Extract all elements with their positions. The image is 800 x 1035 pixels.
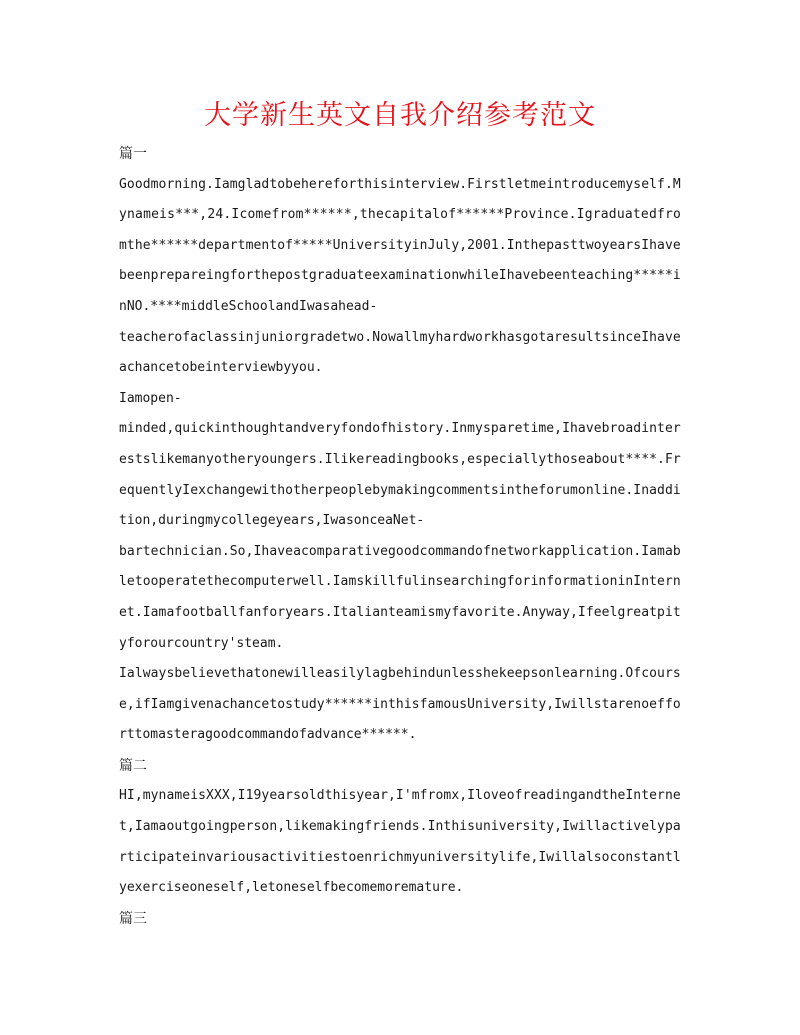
paragraph-line	[119, 353, 681, 384]
line-text: Iamopen-	[119, 390, 182, 406]
line-text: mthe******departmentof*****UniversityinJuly,2001.InthepasttwoyearsIhave	[119, 237, 681, 253]
line-text: equentlyIexchangewithotherpeoplebymakingcommentsintheforumonline.Inaddi	[119, 482, 681, 498]
line-text: bartechnician.So,Ihaveacomparativegoodcommandofnetworkapplication.Iamab	[119, 543, 681, 559]
paragraph-line	[119, 231, 681, 262]
paragraph-line	[119, 781, 681, 812]
paragraph-line	[119, 720, 681, 751]
line-text: Goodmorning.Iamgladtobehereforthisinterview.Firstletmeintroducemyself.M	[119, 176, 681, 192]
paragraph-line	[119, 567, 681, 598]
paragraph-line	[119, 629, 681, 660]
paragraph-line	[119, 476, 681, 507]
document-body	[119, 139, 681, 934]
paragraph-line	[119, 292, 681, 323]
line-text: letooperatethecomputerwell.IamskillfulinsearchingforinformationinIntern	[119, 574, 681, 590]
section-heading	[119, 139, 681, 170]
document-title: 大学新生英文自我介绍参考范文	[204, 100, 596, 131]
line-text: achancetobeinterviewbyyou.	[119, 360, 323, 376]
line-text: minded,quickinthoughtandveryfondofhistory.Inmysparetime,Ihavebroadinter	[119, 421, 681, 437]
paragraph-line	[119, 873, 681, 904]
paragraph-line	[119, 690, 681, 721]
line-text: yexerciseoneself,letoneselfbecomemoremature.	[119, 880, 464, 896]
line-text: 篇三	[119, 910, 147, 927]
section-heading	[119, 904, 681, 935]
line-text: HI,mynameisXXX,I19yearsoldthisyear,I'mfromx,IloveofreadingandtheInterne	[119, 788, 681, 804]
paragraph-line	[119, 843, 681, 874]
line-text: beenprepareingforthepostgraduateexaminationwhileIhavebeenteaching*****i	[119, 268, 681, 284]
paragraph-line	[119, 323, 681, 354]
line-text: ynameis***,24.Icomefrom******,thecapitalof******Province.Igraduatedfro	[119, 207, 681, 223]
line-text: t,Iamaoutgoingperson,likemakingfriends.Inthisuniversity,Iwillactivelypa	[119, 819, 681, 835]
line-text: rttomasteragoodcommandofadvance******.	[119, 727, 417, 743]
paragraph-line	[119, 261, 681, 292]
section-heading	[119, 751, 681, 782]
paragraph-line	[119, 537, 681, 568]
paragraph-line	[119, 445, 681, 476]
paragraph-line	[119, 812, 681, 843]
line-text: yforourcountry'steam.	[119, 635, 284, 651]
line-text: et.Iamafootballfanforyears.Italianteamismyfavorite.Anyway,Ifeelgreatpit	[119, 604, 681, 620]
paragraph-line	[119, 200, 681, 231]
paragraph-line	[119, 659, 681, 690]
line-text: rticipateinvariousactivitiestoenrichmyuniversitylife,Iwillalsoconstantl	[119, 849, 681, 865]
line-text: Ialwaysbelievethatonewilleasilylagbehindunlesshekeepsonlearning.Ofcours	[119, 666, 681, 682]
line-text: estslikemanyotheryoungers.Ilikereadingbooks,especiallythoseabout****.Fr	[119, 451, 681, 467]
line-text: 篇一	[119, 146, 147, 162]
line-text: tion,duringmycollegeyears,IwasonceaNet-	[119, 513, 425, 529]
paragraph-line	[119, 170, 681, 201]
paragraph-line	[119, 506, 681, 537]
line-text: e,ifIamgivenachancetostudy******inthisfamousUniversity,Iwillstarenoeffo	[119, 696, 681, 712]
line-text: teacherofaclassinjuniorgradetwo.NowallmyhardworkhasgotaresultsinceIhave	[119, 329, 681, 345]
line-text: 篇二	[119, 757, 147, 774]
line-text: nNO.****middleSchoolandIwasahead-	[119, 298, 378, 314]
paragraph-line	[119, 384, 681, 415]
paragraph-line	[119, 598, 681, 629]
paragraph-line	[119, 414, 681, 445]
